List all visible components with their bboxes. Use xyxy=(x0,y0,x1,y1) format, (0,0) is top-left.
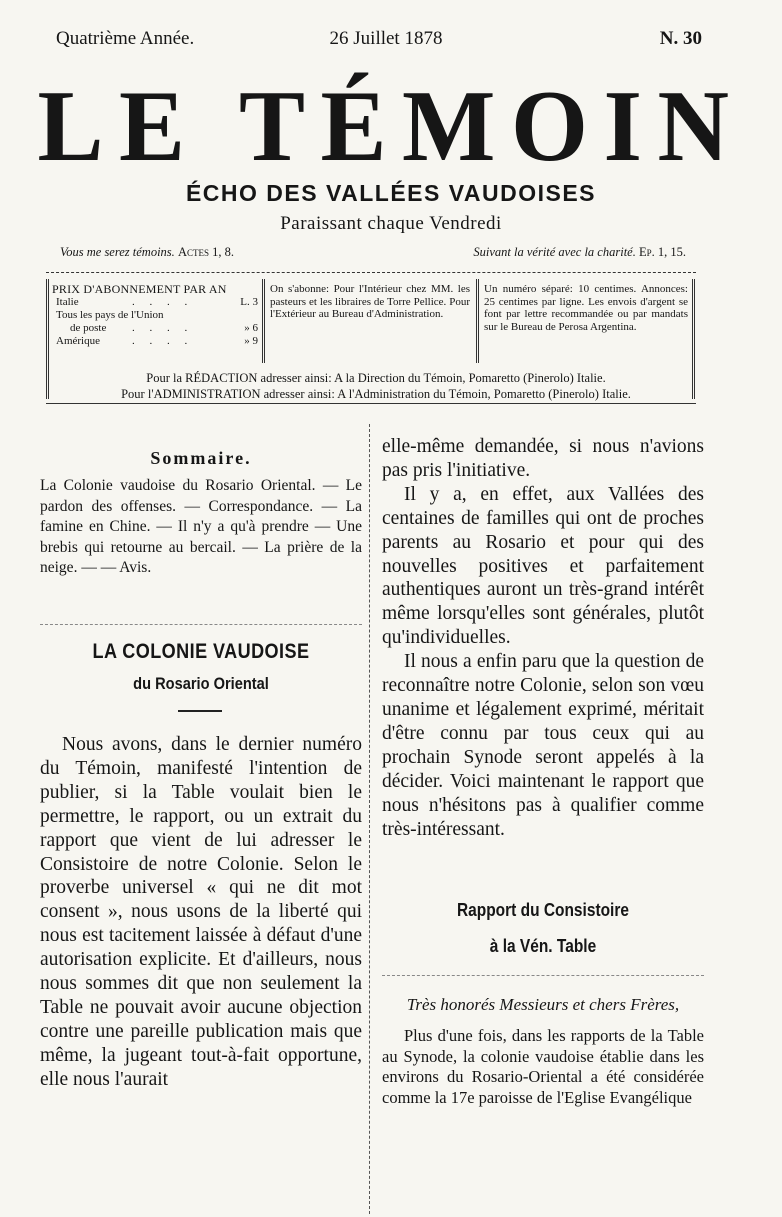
prices-heading: PRIX D'ABONNEMENT PAR AN xyxy=(52,282,227,296)
box-rule xyxy=(692,279,695,399)
article-paragraph: Il y a, en effet, aux Vallées des centaines de familles qui ont de proches parents au Rosario et pour qui des nouvelles positives et parfaitement authentiques auront un très-grand intérêt même lorsqu'elles sont générales, plutôt qu'individuelles. xyxy=(382,483,704,649)
issue-year: Quatrième Année. xyxy=(56,28,195,49)
article-column-left xyxy=(40,733,362,1092)
report-text: Plus d'une fois, dans les rapports de la Table au Synode, la colonie vaudoise établie dans les environs du Rosario-Oriental a été considérée comme la 17e paroisse de l'Eglise Evangélique xyxy=(382,1026,704,1107)
price-dots: . . . . xyxy=(132,321,194,334)
price-row xyxy=(52,322,258,335)
issue-number: N. 30 xyxy=(659,28,702,49)
article-subtitle: du Rosario Oriental xyxy=(133,674,269,693)
price-value: » 9 xyxy=(244,334,258,347)
masthead-title: LE TÉMOIN xyxy=(37,70,745,183)
motto-right-ref: Ep. 1, 15. xyxy=(638,245,686,259)
price-name: de poste xyxy=(70,321,107,334)
issue-date: 26 Juillet 1878 xyxy=(329,28,443,49)
sommaire-title: Sommaire. xyxy=(150,448,252,468)
motto-right-text: Suivant la vérité avec la charité. xyxy=(473,245,636,259)
price-row xyxy=(52,296,258,309)
article-column-right xyxy=(382,435,704,841)
box-rule xyxy=(476,279,479,363)
report-subtitle: à la Vén. Table xyxy=(489,936,597,956)
article-paragraph: Il nous a enfin paru que la question de reconnaître notre Colonie, selon son vœu unanime et légalement exprimé, méritait d'être connu par tous ceux qui au prochain Synode seront appelés à la décider. Voici maintenant le rapport que nous n'hésitons pas à qualifier comme très-intéressant. xyxy=(382,651,704,840)
motto-left-text: Vous me serez témoins. xyxy=(60,245,175,259)
column-rule xyxy=(369,424,370,1214)
redaction-address: Pour la RÉDACTION adresser ainsi: A la Direction du Témoin, Pomaretto (Pinerolo) Italie. xyxy=(146,371,606,385)
price-name: Tous les pays de l'Union xyxy=(56,308,164,321)
price-dots: . . . . xyxy=(132,295,194,308)
subscription-rates: Un numéro séparé: 10 centimes. Annonces: 25 centimes par ligne. Les envois d'argent se font par lettre recommandée ou par mandats sur le Bureau de Perosa Argentina. xyxy=(484,283,688,333)
subscription-box xyxy=(46,272,696,404)
report-title: Rapport du Consistoire xyxy=(456,900,629,920)
price-dots: . . . . xyxy=(132,334,194,347)
price-row xyxy=(52,309,258,322)
mottos xyxy=(60,245,686,263)
article-title: LA COLONIE VAUDOISE xyxy=(92,640,310,663)
motto-left xyxy=(60,245,234,260)
issue-line xyxy=(44,28,702,52)
subscription-prices xyxy=(52,283,258,348)
price-name: Italie xyxy=(56,295,79,308)
section-divider xyxy=(40,624,362,625)
box-rule xyxy=(46,279,49,399)
box-rule xyxy=(262,279,265,363)
title-dash xyxy=(178,710,222,712)
report-salutation: Très honorés Messieurs et chers Frères, xyxy=(406,995,680,1014)
motto-right xyxy=(473,245,686,260)
masthead-subtitle: ÉCHO DES VALLÉES VAUDOISES xyxy=(185,180,597,206)
publication-frequency: Paraissant chaque Vendredi xyxy=(280,213,502,234)
motto-left-ref: Actes 1, 8. xyxy=(177,245,234,259)
article-paragraph: Nous avons, dans le dernier numéro du Témoin, manifesté l'intention de publier, si la Table voulait bien le permettre, le rapport, ou un extrait du rapport que vient de lui adresser le Consistoire de notre Colonie. Selon le proverbe universel « qui ne dit mot consent », nous usons de la liberté qui nous est tacitement laissée à défaut d'une autorisation explicite. Et d'ailleurs, nous nous sommes dit que non seulement la Table ne pouvait avoir aucune objection contre une pareille publication mais que même, la jugeant tout-à-fait opportune, elle nous l'aurait xyxy=(40,734,362,1090)
price-value: » 6 xyxy=(244,321,258,334)
price-value: L. 3 xyxy=(240,295,258,308)
price-row xyxy=(52,335,258,348)
administration-address: Pour l'ADMINISTRATION adresser ainsi: A l'Administration du Témoin, Pomaretto (Pinerolo) Italie. xyxy=(121,387,631,401)
subscription-where: On s'abonne: Pour l'Intérieur chez MM. les pasteurs et les libraires de Torre Pellice. Pour l'Extérieur au Bureau d'Administration. xyxy=(270,283,470,320)
sommaire-text: La Colonie vaudoise du Rosario Oriental. — Le pardon des offenses. — Correspondance. — La famine en Chine. — Il n'y a qu'à prendre — Une brebis qui retourne au bercail. — La prière de la neige. — — Avis. xyxy=(40,477,362,576)
price-name: Amérique xyxy=(56,334,100,347)
article-paragraph: elle-même demandée, si nous n'avions pas pris l'initiative. xyxy=(382,436,704,481)
section-divider xyxy=(382,975,704,976)
